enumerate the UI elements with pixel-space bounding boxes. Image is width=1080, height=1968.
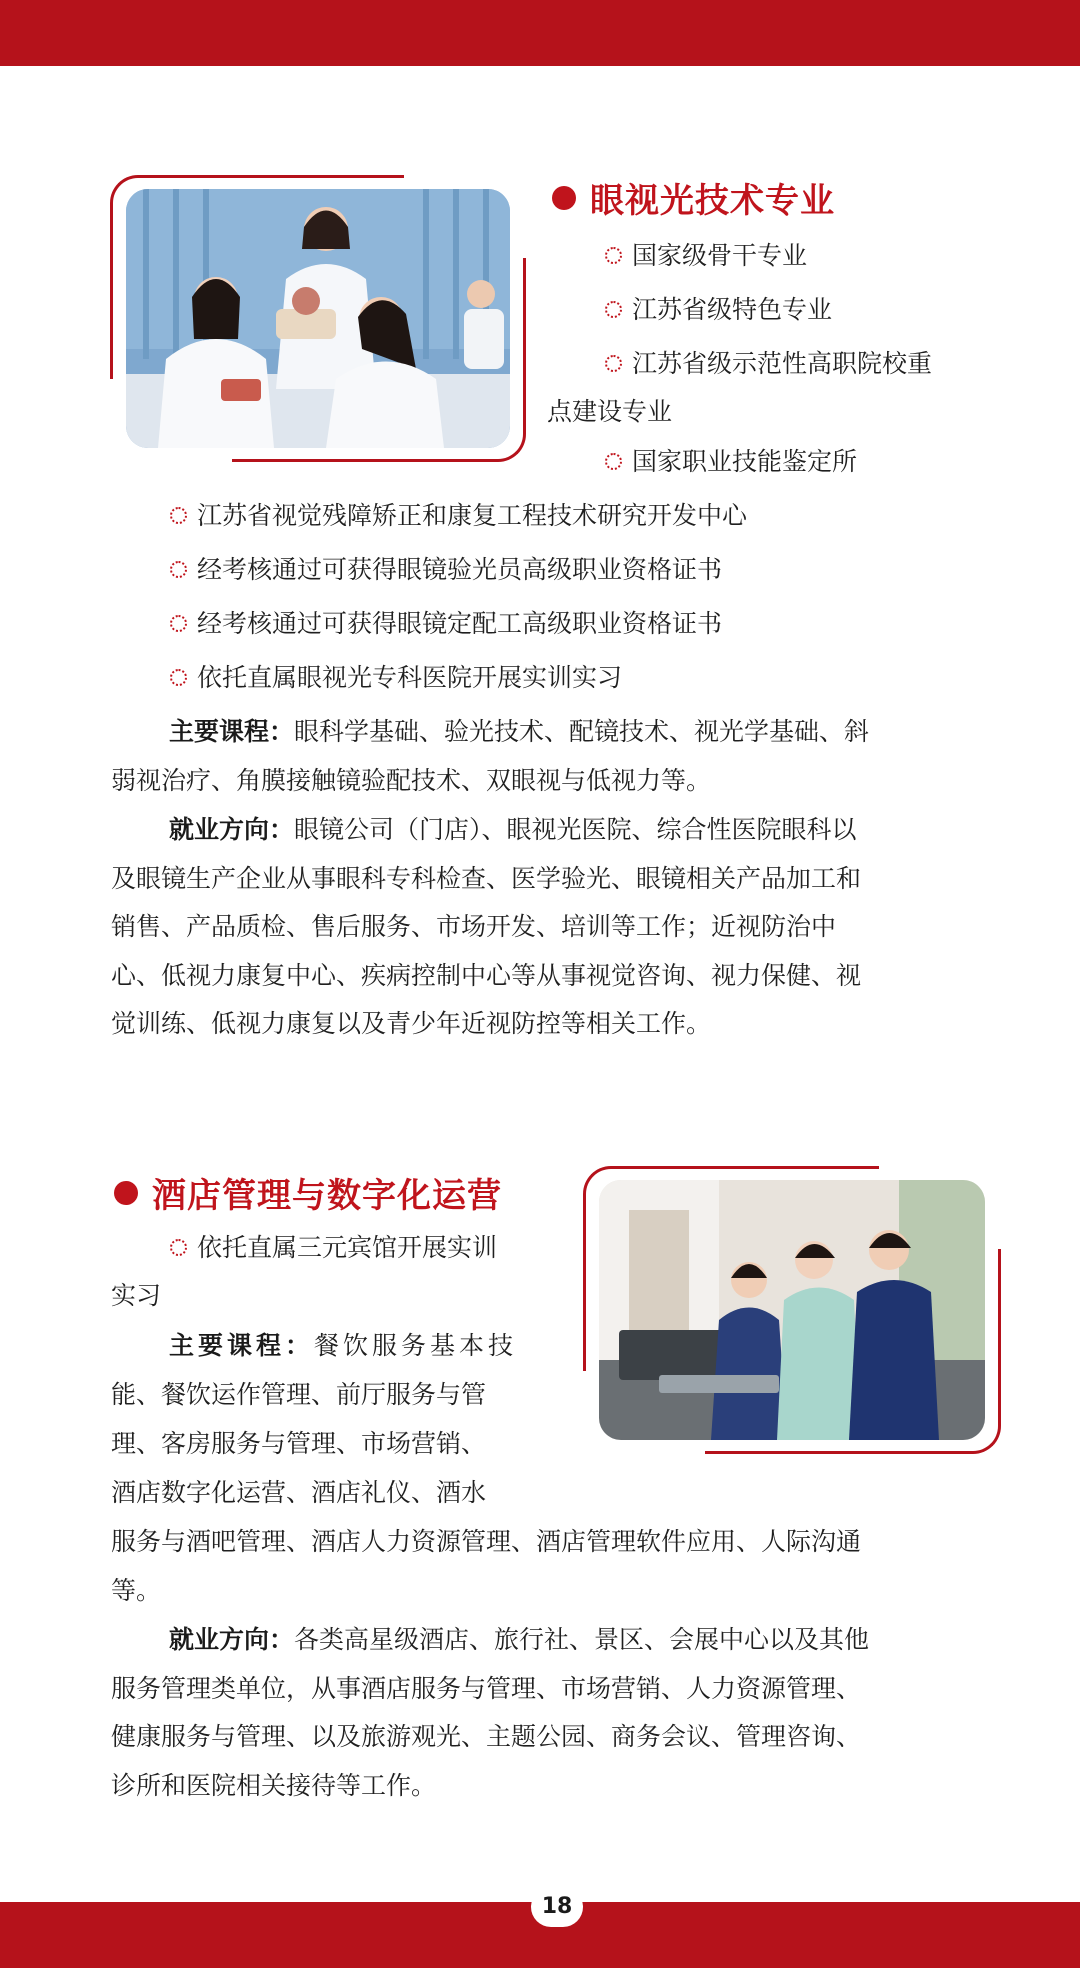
ring-bullet-icon [605, 301, 622, 318]
optometry-bullet-6: 经考核通过可获得眼镜验光员高级职业资格证书 [170, 546, 722, 594]
optometry-courses: 主要课程：眼科学基础、验光技术、配镜技术、视光学基础、斜 弱视治疗、角膜接触镜验配技术、双眼视与低视力等。 [111, 717, 870, 795]
optometry-bullet-3-cont: 点建设专业 [547, 397, 673, 426]
hotel-reception-photo [599, 1180, 985, 1440]
optometry-title: 眼视光技术专业 [590, 181, 835, 221]
optometry-bullet-8: 依托直属眼视光专科医院开展实训实习 [170, 654, 622, 702]
optometry-bullet-7: 经考核通过可获得眼镜定配工高级职业资格证书 [170, 600, 722, 648]
optometry-bullet-3: 江苏省级示范性高职院校重 [605, 340, 932, 388]
optometry-photo-frame [110, 175, 526, 462]
hotel-heading [114, 1168, 502, 1217]
ring-bullet-icon [170, 615, 187, 632]
hotel-courses-line-6: 等。 [111, 1576, 162, 1605]
hotel-courses-line-1: 主要课程：餐饮服务基本技 [169, 1331, 518, 1360]
optometry-bullet-2: 江苏省级特色专业 [605, 286, 832, 334]
heading-bullet-icon [114, 1181, 138, 1205]
top-banner [0, 0, 1080, 66]
hotel-bullet-1: 依托直属三元宾馆开展实训 [170, 1224, 497, 1272]
optometry-heading [552, 173, 835, 222]
hotel-courses-line-2: 能、餐饮运作管理、前厅服务与管 [111, 1380, 487, 1409]
ring-bullet-icon [605, 247, 622, 264]
heading-bullet-icon [552, 186, 576, 210]
hotel-courses-line-4: 酒店数字化运营、酒店礼仪、酒水 [111, 1478, 487, 1507]
ring-bullet-icon [170, 1239, 187, 1256]
page-number: 18 [531, 1887, 583, 1927]
hotel-courses-line-5: 服务与酒吧管理、酒店人力资源管理、酒店管理软件应用、人际沟通 [111, 1527, 862, 1556]
hotel-title: 酒店管理与数字化运营 [152, 1176, 502, 1216]
optometry-bullet-5: 江苏省视觉残障矫正和康复工程技术研究开发中心 [170, 492, 747, 540]
optometry-career: 就业方向：眼镜公司（门店）、眼视光医院、综合性医院眼科以 及眼镜生产企业从事眼科专科检查、医学验光、眼镜相关产品加工和 销售、产品质检、售后服务、市场开发、培训等工作；近视防治中 心、低视力康复中心、疾病控制中心等从事视觉咨询、视力保健、视 觉训练、低视力康复以及青少年近视防控等相关工作。 [111, 815, 862, 1038]
ring-bullet-icon [605, 355, 622, 372]
optometry-class-photo [126, 189, 510, 448]
hotel-photo-frame [583, 1166, 1001, 1454]
ring-bullet-icon [605, 453, 622, 470]
optometry-bullet-1: 国家级骨干专业 [605, 232, 807, 280]
ring-bullet-icon [170, 507, 187, 524]
ring-bullet-icon [170, 561, 187, 578]
ring-bullet-icon [170, 669, 187, 686]
hotel-career: 就业方向：各类高星级酒店、旅行社、景区、会展中心以及其他 服务管理类单位，从事酒店服务与管理、市场营销、人力资源管理、 健康服务与管理、以及旅游观光、主题公园、商务会议、管理咨询、 诊所和医院相关接待等工作。 [111, 1625, 870, 1800]
hotel-bullet-1-cont: 实习 [111, 1281, 162, 1310]
hotel-courses-line-3: 理、客房服务与管理、市场营销、 [111, 1429, 487, 1458]
optometry-bullet-4: 国家职业技能鉴定所 [605, 438, 857, 486]
